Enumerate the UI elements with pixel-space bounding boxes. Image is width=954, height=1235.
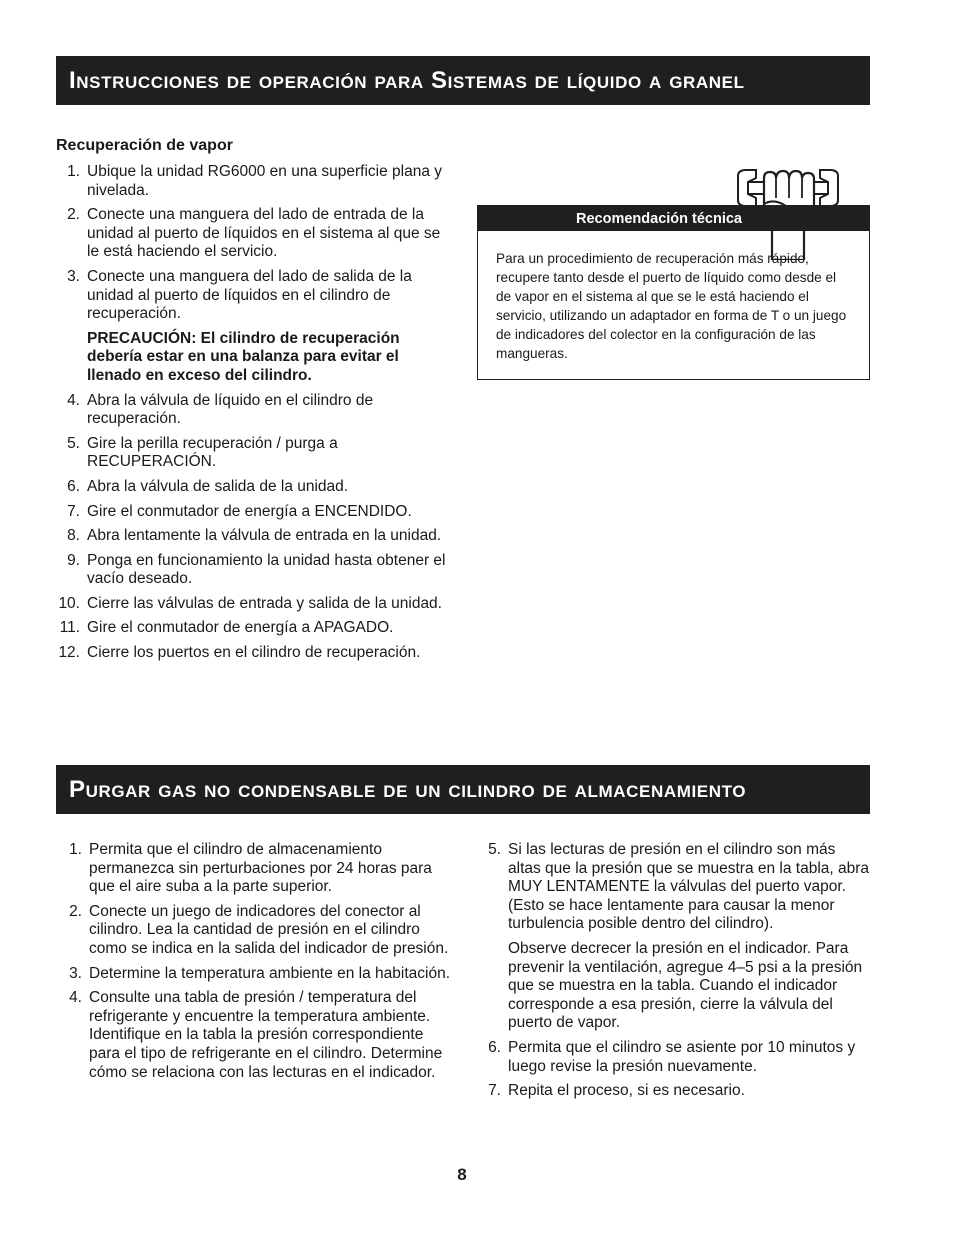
purge-steps-right — [477, 841, 871, 1107]
step-text: Abra la válvula de líquido en el cilindro de recuperación. — [87, 391, 374, 428]
step-number: 6. — [67, 477, 80, 495]
step-text: Cierre los puertos en el cilindro de recuperación. — [87, 644, 421, 662]
step-text: Ponga en funcionamiento la unidad hasta obtener el vacío deseado. — [87, 551, 446, 588]
step-number: 4. — [67, 391, 80, 409]
technical-tip-text: Para un procedimiento de recuperación más rápido, recupere tanto desde el puerto de líquido como desde el de vapor en el sistema al que se le está haciendo el servicio, utilizando un adaptador en forma de T o un juego de indicadores del colector en la configuración de las mangueras. — [496, 251, 847, 361]
list-item — [56, 268, 456, 386]
list-item — [56, 206, 456, 262]
step-number: 8. — [67, 527, 80, 545]
step-text: Gire el conmutador de energía a APAGADO. — [87, 619, 394, 637]
step-number: 3. — [69, 964, 82, 982]
list-item — [58, 965, 450, 984]
step-text: Permita que el cilindro se asiente por 10 minutos y luego revise la presión nuevamente. — [508, 1038, 856, 1075]
step-number: 1. — [69, 841, 82, 858]
step-text: Permita que el cilindro de almacenamiento permanezca sin perturbaciones por 24 horas para que el aire suba a la parte superior. — [89, 841, 432, 896]
step-text: Consulte una tabla de presión / temperatura del refrigerante y encuentre la temperatura ambiente. Identifique en la tabla la presión correspondiente para el tipo de refrigerante en el cilindro. Determine cómo se relaciona con las lecturas en el indicador. — [89, 989, 443, 1081]
step-text: Gire el conmutador de energía a ENCENDIDO. — [87, 502, 412, 520]
list-item — [58, 841, 450, 897]
step-number: 7. — [67, 502, 80, 520]
step-number: 3. — [67, 267, 80, 285]
step-number: 5. — [488, 841, 501, 858]
step-number: 7. — [488, 1082, 501, 1100]
step-text: Abra lentamente la válvula de entrada en la unidad. — [87, 527, 442, 545]
vapor-recovery-steps — [56, 163, 456, 669]
list-item — [58, 903, 450, 959]
list-item — [56, 435, 456, 472]
list-item — [56, 478, 456, 497]
step-text: Conecte un juego de indicadores del conector al cilindro. Lea la cantidad de presión en el cilindro como se indica en la salida del indicador de presión. — [89, 902, 449, 957]
step-note: Observe decrecer la presión en el indicador. Para prevenir la ventilación, agregue 4–5 psi a la presión que se muestra en la tabla. Cuando el indicador corresponde a esa presión, cierre la válvula del puerto de vapor. — [508, 939, 863, 1032]
step-number: 11. — [59, 619, 80, 637]
caution-note: PRECAUCIÓN: El cilindro de recuperación debería estar en una balanza para evitar el llenado en exceso del cilindro. — [87, 329, 400, 384]
list-item — [56, 503, 456, 522]
step-number: 5. — [67, 434, 80, 452]
technical-tip-box — [477, 205, 870, 380]
list-item — [56, 595, 456, 614]
list-item — [477, 1082, 871, 1101]
list-item — [56, 527, 456, 546]
step-text: Cierre las válvulas de entrada y salida de la unidad. — [87, 594, 442, 612]
list-item — [56, 392, 456, 429]
step-number: 2. — [67, 206, 80, 224]
step-text: Determine la temperatura ambiente en la habitación. — [89, 964, 451, 982]
step-number: 2. — [69, 902, 82, 920]
step-text: Conecte una manguera del lado de salida de la unidad al puerto de líquidos en el cilindro de recuperación. — [87, 267, 412, 323]
subsection-title-vapor-recovery: Recuperación de vapor — [56, 137, 233, 154]
list-item — [477, 1039, 871, 1076]
step-number: 12. — [58, 644, 80, 662]
section-title-purge: Purgar gas no condensable de un cilindro de almacenamiento — [56, 765, 870, 814]
step-text: Ubique la unidad RG6000 en una superficie plana y nivelada. — [87, 163, 443, 199]
step-text: Abra la válvula de salida de la unidad. — [87, 477, 349, 495]
list-item — [58, 989, 450, 1082]
step-text: Conecte una manguera del lado de entrada de la unidad al puerto de líquidos en el sistema al que se le está haciendo el servicio. — [87, 206, 441, 261]
step-text: Gire la perilla recuperación / purga a RECUPERACIÓN. — [87, 434, 338, 471]
step-number: 9. — [67, 551, 80, 569]
list-item — [477, 841, 871, 1033]
technical-tip-title: Recomendación técnica — [478, 206, 869, 231]
purge-steps-left — [58, 841, 450, 1088]
section-title-operation: Instrucciones de operación para Sistemas de líquido a granel — [56, 56, 870, 105]
step-text: Si las lecturas de presión en el cilindro son más altas que la presión que se muestra en la tabla, abra MUY LENTAMENTE la válvulas del puerto vapor. (Esto se hace lentamente para causar la menor turbulencia posible dentro del cilindro). — [508, 841, 870, 933]
list-item — [56, 619, 456, 638]
page-number: 8 — [457, 1165, 467, 1184]
list-item — [56, 552, 456, 589]
list-item — [56, 644, 456, 663]
step-text: Repita el proceso, si es necesario. — [508, 1082, 745, 1100]
step-number: 6. — [488, 1038, 501, 1056]
step-number: 4. — [69, 989, 82, 1007]
list-item — [56, 163, 456, 200]
step-number: 1. — [67, 163, 80, 180]
step-number: 10. — [58, 594, 80, 612]
